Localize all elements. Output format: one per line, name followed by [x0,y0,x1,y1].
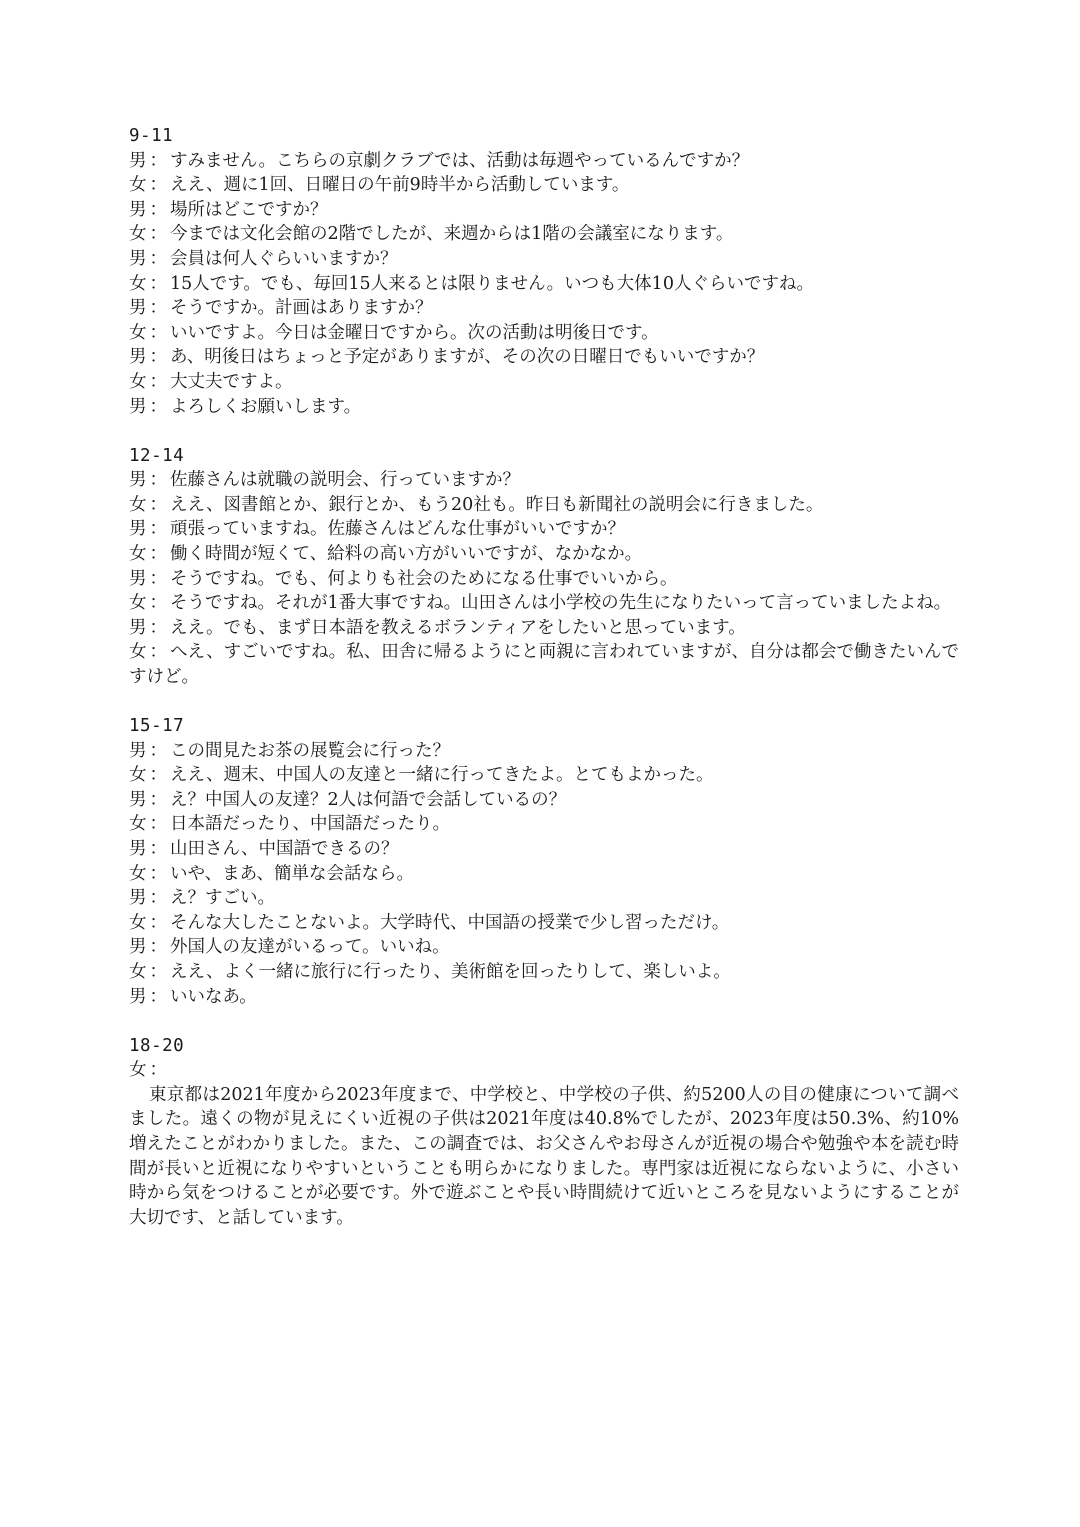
dialogue-line [129,911,959,936]
separator: ： [149,986,167,1007]
speaker-label: 女 [129,642,147,663]
speaker-label: 女 [129,175,147,196]
utterance-text: 場所はどこですか？ [170,199,328,220]
speaker-label: 男 [129,396,147,417]
speaker-label: 男 [129,568,147,589]
speaker-label: 男 [129,519,147,540]
speaker-label: 男 [129,347,147,368]
speaker-label: 男 [129,298,147,319]
speaker-label: 男 [129,199,147,220]
utterance-text: 会員は何人ぐらいいますか？ [170,248,398,269]
separator: ： [149,863,167,884]
separator: ： [149,322,167,343]
speaker-label: 男 [129,248,147,269]
dialogue-line [129,542,959,567]
utterance-text: あ、明後日はちょっと予定がありますが、その次の日曜日でもいいですか？ [170,347,765,368]
speaker-label: 男 [129,740,147,761]
separator: ： [149,839,167,860]
separator: ： [149,248,167,269]
utterance-text: ええ、よく一緒に旅行に行ったり、美術館を回ったりして、楽しいよ。 [170,962,731,982]
separator: ： [149,470,167,491]
utterance-text: 今までは文化会館の2階でしたが、来週からは1階の会議室になります。 [170,224,734,245]
dialogue-line-wrapped [129,640,959,689]
section-heading: 18-20 [129,1035,185,1056]
utterance-text: え？すごい。 [170,888,275,909]
section-heading: 9-11 [129,126,174,146]
speaker-label: 女 [129,494,147,515]
speaker-label: 女 [129,322,147,343]
separator: ： [149,642,168,663]
dialogue-line [129,345,959,370]
separator: ： [149,765,167,786]
dialogue-line [129,862,959,887]
separator: ： [149,175,167,196]
speaker-label: 女 [129,962,147,982]
speaker-label: 女 [129,912,147,933]
section-heading: 12-14 [129,445,185,466]
speaker-label: 女 [129,593,147,614]
speaker-label: 女 [129,371,147,392]
dialogue-line [129,960,959,985]
dialogue-line [129,468,959,493]
dialogue-line-wrapped [129,591,959,616]
utterance-text: ええ、図書館とか、銀行とか、もう20社も。昨日も新聞社の説明会に行きました。 [170,494,824,515]
dialogue-line [129,985,959,1010]
speaker-label: 男 [129,986,147,1007]
utterance-text: 山田さん、中国語できるの？ [170,839,399,860]
utterance-text: 働く時間が短くて、給料の高い方がいいですが、なかなか。 [170,544,643,564]
speaker-label: 男 [129,789,147,810]
separator: ： [149,298,167,319]
dialogue-line [129,222,959,247]
separator: ： [149,273,167,294]
utterance-text: そんな大したことないよ。大学時代、中国語の授業で少し習っただけ。 [170,912,730,933]
utterance-text: え？中国人の友達？2人は何語で会話しているの？ [170,789,567,810]
dialogue-line [129,812,959,837]
speaker-label: 男 [129,150,147,171]
separator: ： [149,371,167,392]
transcript-page [129,124,959,1255]
speaker-label: 女 [129,863,147,884]
dialogue-line [129,935,959,960]
utterance-text: いや、まあ、簡単な会話なら。 [170,863,414,884]
separator: ： [149,617,167,638]
monologue-speaker-line [129,1058,959,1083]
dialogue-line [129,149,959,174]
monologue-section-18-20 [129,1034,959,1231]
utterance-text: 日本語だったり、中国語だったり。 [170,814,450,835]
speaker-label: 男 [129,937,147,958]
dialogue-line [129,788,959,813]
dialogue-line [129,395,959,420]
dialogue-line [129,616,959,641]
utterance-text: ええ、週末、中国人の友達と一緒に行ってきたよ。とてもよかった。 [170,765,714,786]
separator: ： [149,347,167,368]
dialogue-line [129,370,959,395]
dialogue-line [129,886,959,911]
section-heading: 15-17 [129,716,185,737]
utterance-text: ええ、週に1回、日曜日の午前9時半から活動しています。 [170,175,630,196]
utterance-text: いいなあ。 [170,986,257,1007]
dialogue-line [129,763,959,788]
utterance-text: へえ、すごいですね。私、田舎に帰るようにと両親に言われていますが、自分は都会で働きたいんですけど。 [129,642,960,687]
speaker-label: 女 [129,273,147,294]
speaker-label: 男 [129,617,147,638]
dialogue-line [129,247,959,272]
separator: ： [149,568,167,589]
separator: ： [149,1060,167,1081]
dialogue-line [129,739,959,764]
separator: ： [149,150,167,171]
separator: ： [149,224,167,245]
dialogue-line [129,272,959,297]
dialogue-line [129,837,959,862]
utterance-text: 大丈夫ですよ。 [170,371,293,392]
separator: ： [149,888,167,909]
dialogue-section-12-14 [129,444,959,690]
separator: ： [149,396,167,417]
utterance-text: この間見たお茶の展覧会に行った？ [170,740,450,761]
separator: ： [149,912,167,933]
dialogue-line [129,296,959,321]
separator: ： [149,789,167,810]
separator: ： [149,494,167,515]
utterance-text: 佐藤さんは就職の説明会、行っていますか？ [170,470,520,491]
dialogue-section-15-17 [129,714,959,1009]
speaker-label: 女 [129,224,147,245]
speaker-label: 女 [129,544,147,564]
separator: ： [149,740,167,761]
separator: ： [149,544,167,564]
dialogue-section-9-11 [129,124,959,419]
utterance-text: 外国人の友達がいるって。いいね。 [170,937,450,958]
dialogue-line [129,321,959,346]
utterance-text: すみません。こちらの京劇クラブでは、活動は毎週やっているんですか？ [170,150,750,171]
dialogue-line [129,567,959,592]
separator: ： [149,199,167,220]
separator: ： [149,937,167,958]
utterance-text: よろしくお願いします。 [170,396,362,417]
dialogue-line [129,173,959,198]
utterance-text: そうですね。でも、何よりも社会のためになる仕事でいいから。 [170,568,678,589]
speaker-label: 女 [129,814,147,835]
utterance-text: 15人です。でも、毎回15人来るとは限りません。いつも大体10人ぐらいですね。 [170,273,814,294]
dialogue-line [129,517,959,542]
separator: ： [149,814,167,835]
dialogue-line [129,198,959,223]
utterance-text: そうですね。それが1番大事ですね。山田さんは小学校の先生になりたいって言っていましたよね。 [170,593,952,614]
utterance-text: 頑張っていますね。佐藤さんはどんな仕事がいいですか？ [170,519,625,540]
utterance-text: そうですか。計画はありますか？ [170,298,433,319]
speaker-label: 女 [129,765,147,786]
separator: ： [149,593,167,614]
monologue-paragraph: 東京都は2021年度から2023年度まで、中学校と、中学校の子供、約5200人の目の健康について調べました。遠くの物が見えにくい近視の子供は2021年度は40.8%でしたが、2023年度は50.3%、約10%増えたことがわかりました。また、この調査では、お父さんやお母さんが近視の場合や勉強や本を読む時間が長いと近視になりやすいということも明らかになりました。専門家は近視にならないように、小さい時から気をつけることが必要です。外で遊ぶことや長い時間続けて近いところを見ないようにすることが大切です、と話しています。 [129,1084,959,1228]
dialogue-line [129,493,959,518]
utterance-text: ええ。でも、まず日本語を教えるボランティアをしたいと思っています。 [170,617,746,638]
speaker-label: 男 [129,839,147,860]
separator: ： [149,519,167,540]
separator: ： [149,962,167,982]
speaker-label: 男 [129,888,147,909]
speaker-label: 男 [129,470,147,491]
utterance-text: いいですよ。今日は金曜日ですから。次の活動は明後日です。 [170,322,659,343]
speaker-label: 女 [129,1060,147,1081]
